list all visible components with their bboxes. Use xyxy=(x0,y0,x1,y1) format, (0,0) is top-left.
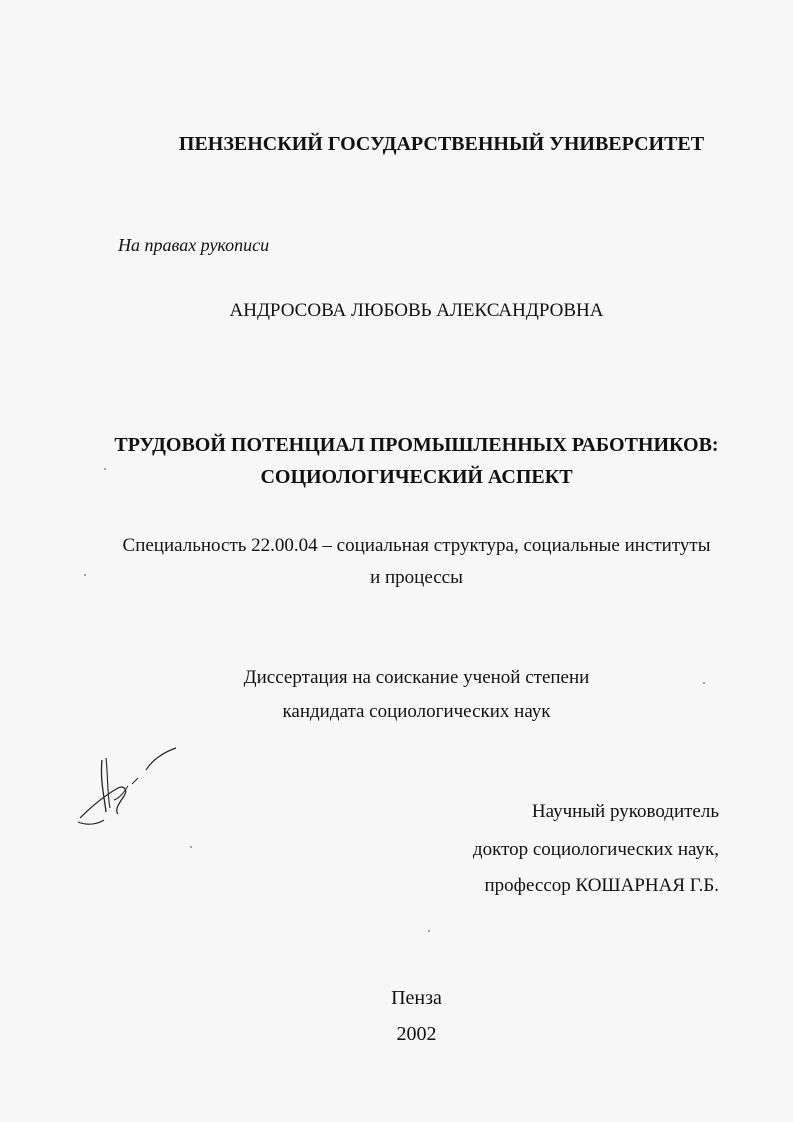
university-name: ПЕНЗЕНСКИЙ ГОСУДАРСТВЕННЫЙ УНИВЕРСИТЕТ xyxy=(178,133,705,155)
degree-statement-line-1: Диссертация на соискание ученой степени xyxy=(243,667,590,688)
scan-speck xyxy=(104,468,106,470)
supervisor-role: Научный руководитель xyxy=(531,801,719,822)
scan-speck xyxy=(84,574,86,576)
year: 2002 xyxy=(396,1023,437,1045)
scan-speck xyxy=(703,682,705,684)
signature-icon xyxy=(74,740,184,830)
supervisor-name: профессор КОШАРНАЯ Г.Б. xyxy=(484,875,719,896)
scan-speck xyxy=(190,846,192,848)
manuscript-note: На правах рукописи xyxy=(118,235,270,255)
scan-speck xyxy=(428,930,430,932)
author-name: АНДРОСОВА ЛЮБОВЬ АЛЕКСАНДРОВНА xyxy=(229,300,604,321)
dissertation-title-line-1: ТРУДОВОЙ ПОТЕНЦИАЛ ПРОМЫШЛЕННЫХ РАБОТНИКОВ: xyxy=(114,434,719,456)
specialty-line-1: Специальность 22.00.04 – социальная структура, социальные институты xyxy=(122,535,711,556)
dissertation-title-line-2: СОЦИОЛОГИЧЕСКИЙ АСПЕКТ xyxy=(260,466,573,488)
supervisor-degree: доктор социологических наук, xyxy=(472,839,719,860)
city: Пенза xyxy=(391,987,442,1009)
specialty-line-2: и процессы xyxy=(370,567,463,588)
degree-statement-line-2: кандидата социологических наук xyxy=(282,701,551,722)
